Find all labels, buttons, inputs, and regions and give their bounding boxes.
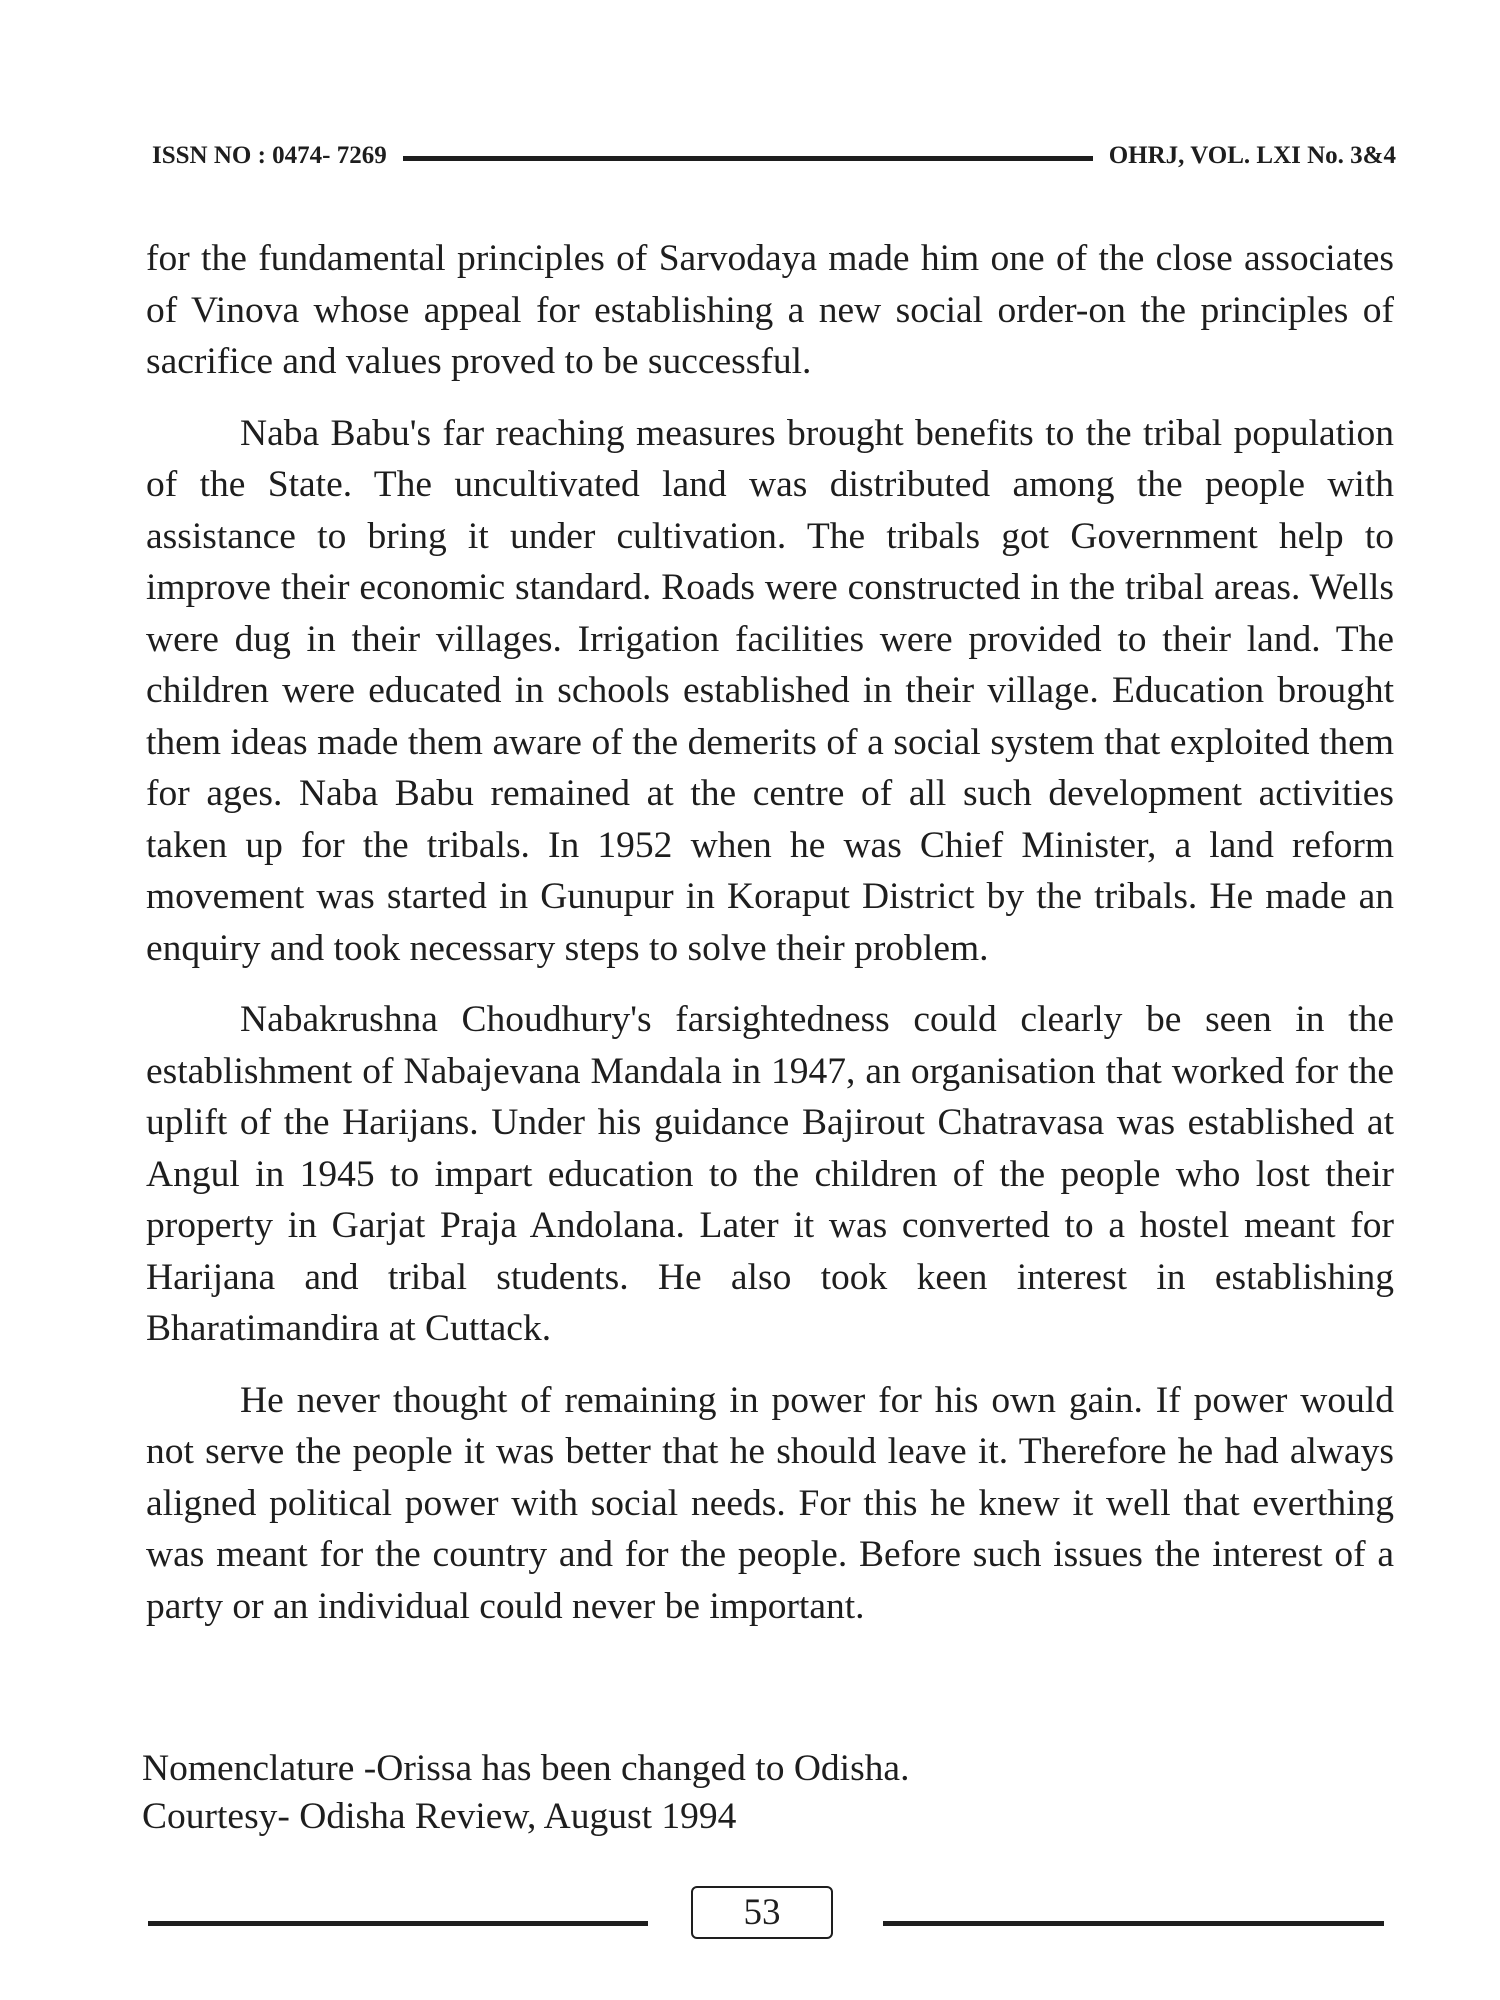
courtesy-note: Courtesy- Odisha Review, August 1994 xyxy=(142,1796,737,1837)
issn-number: ISSN NO : 0474- 7269 xyxy=(152,142,387,169)
article-notes xyxy=(142,1745,1342,1841)
paragraph-farsightedness: Nabakrushna Choudhury's farsightedness could clearly be seen in the establishment of Nabajevana Mandala in 1947, an organisation that worked for the uplift of the Harijans. Under his guidance Bajirout Chatravasa was established at Angul in 1945 to impart education to the children of the people who lost their property in Garjat Praja Andolana. Later it was converted to a hostel meant for Harijana and tribal students. He also took keen interest in establishing Bharatimandira at Cuttack. xyxy=(146,999,1394,1349)
article-body xyxy=(146,233,1394,1652)
running-header xyxy=(152,138,1396,174)
header-rule xyxy=(403,156,1093,161)
nomenclature-note: Nomenclature -Orissa has been changed to Odisha. xyxy=(142,1748,910,1789)
paragraph-tribal-measures: Naba Babu's far reaching measures brought benefits to the tribal population of the State. The uncultivated land was distributed among the people with assistance to bring it under cultivation. The tribals got Government help to improve their economic standard. Roads were constructed in the tribal areas. Wells were dug in their villages. Irrigation facilities were provided to their land. The children were educated in schools established in their village. Education brought them ideas made them aware of the demerits of a social system that exploited them for ages. Naba Babu remained at the centre of all such development activities taken up for the tribals. In 1952 when he was Chief Minister, a land reform movement was started in Gunupur in Koraput District by the tribals. He made an enquiry and took necessary steps to solve their problem. xyxy=(146,412,1394,969)
footer-rule-right xyxy=(883,1921,1384,1926)
paragraph-continued: for the fundamental principles of Sarvodaya made him one of the close associates of Vinova whose appeal for establishing a new social order-on the principles of sacrifice and values proved to be successful. xyxy=(146,238,1394,382)
footer-rule-left xyxy=(148,1921,648,1926)
page-number: 53 xyxy=(691,1886,833,1939)
paragraph-power: He never thought of remaining in power for his own gain. If power would not serve the people it was better that he should leave it. Therefore he had always aligned political power with social needs. For this he knew it well that everthing was meant for the country and for the people. Before such issues the interest of a party or an individual could never be important. xyxy=(146,1379,1394,1627)
journal-volume: OHRJ, VOL. LXI No. 3&4 xyxy=(1108,142,1396,169)
